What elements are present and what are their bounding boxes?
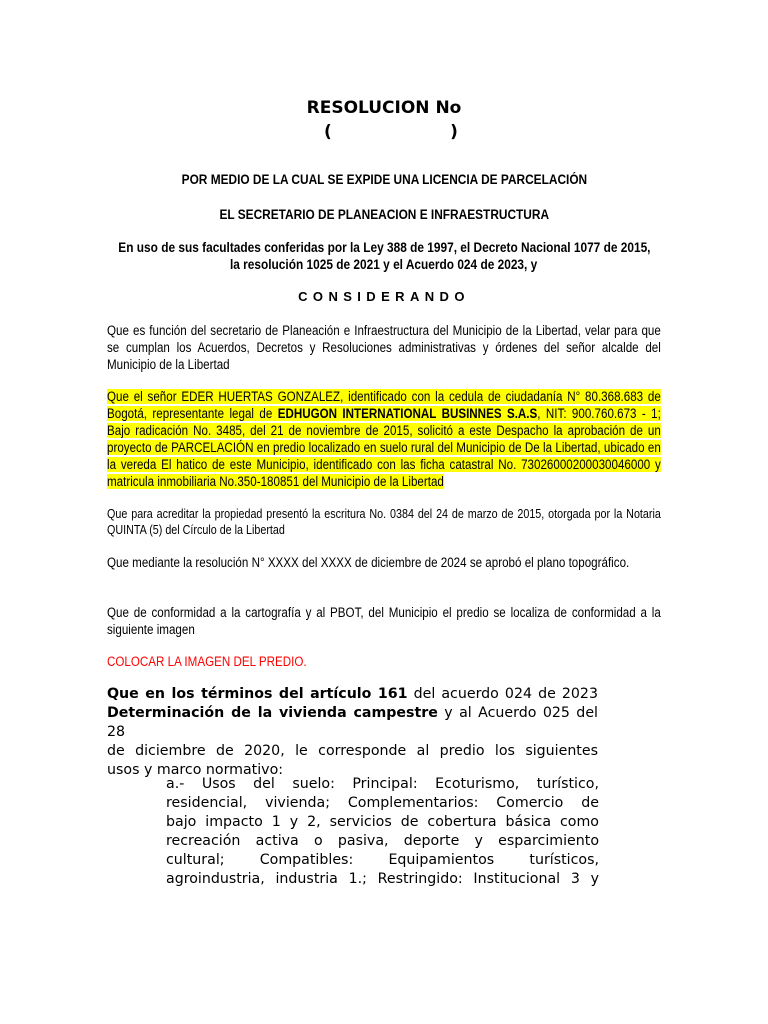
article-line-4: usos y marco normativo: <box>107 762 284 778</box>
usos-line-2: residencial, vivienda; Complementarios: Comercio de <box>166 795 599 811</box>
article-title: Determinación de la vivienda campestre <box>107 705 438 721</box>
applicant-text-b: , NIT: 900.760.673 - 1; Bajo radicación No. 3485, del 21 de noviembre de 2015, solicitó a este Despacho la aprobación de un proyecto de PARCELACIÓN en predio localizado en suelo rural del Municipio de De la Libertad, ubicado en la vereda El hatico de este Municipio, identificado con las ficha catastral No. 73026000200030046000 y matricula inmobiliaria No.350-180851 del Municipio de la Libertad <box>107 406 661 489</box>
resolution-number-placeholder: ( ) <box>324 122 458 142</box>
land-use-item-a <box>166 775 599 889</box>
considerando-heading: CONSIDERANDO <box>298 289 470 304</box>
applicant-text-a: Que el señor EDER HUERTAS GONZALEZ, identificado con la cedula de ciudadanía N° 80.368.683 de Bogotá, representante legal de <box>107 389 661 421</box>
paragraph-function: Que es función del secretario de Planeación e Infraestructura del Municipio de la Libertad, velar para que se cumplan los Acuerdos, Decretos y Resoluciones administrativas y órdenes del señor alcalde del Municipio de la Libertad <box>107 323 661 372</box>
paragraph-applicant <box>107 388 661 490</box>
faculties-line-2 <box>0 256 768 273</box>
article-line-1 <box>107 685 598 704</box>
usos-line-4: recreación activa o pasiva, deporte y esparcimiento <box>166 833 599 849</box>
article-line-1-rest: del acuerdo 024 de 2023 <box>407 686 598 702</box>
subject-text: POR MEDIO DE LA CUAL SE EXPIDE UNA LICENCIA DE PARCELACIÓN <box>181 172 587 187</box>
paragraph-topographic-plan: Que mediante la resolución N° XXXX del XXXX de diciembre de 2024 se aprobó el plano topográfico. <box>107 555 630 570</box>
usos-line-1: a.- Usos del suelo: Principal: Ecoturismo, turístico, <box>166 776 599 792</box>
faculties-text-2: la resolución 1025 de 2021 y el Acuerdo 024 de 2023, y <box>230 257 538 272</box>
resolution-subject <box>0 171 768 188</box>
company-name: EDHUGON INTERNATIONAL BUSINNES S.A.S <box>277 406 538 421</box>
faculties-text-1: En uso de sus facultades conferidas por la Ley 388 de 1997, el Decreto Nacional 1077 de 2015, <box>117 240 651 255</box>
article-line-2-rest: y al Acuerdo 025 del 28 <box>107 705 598 740</box>
article-ref: Que en los términos del artículo 161 <box>107 686 408 702</box>
paragraph-cartography: Que de conformidad a la cartografía y al PBOT, del Municipio el predio se localiza de conformidad a la siguiente imagen <box>107 605 661 637</box>
usos-line-6: agroindustria, industria 1.; Restringido: Institucional 3 y <box>166 871 599 887</box>
article-line-3: de diciembre de 2020, le corresponde al predio los siguientes <box>107 743 598 759</box>
faculties-line-1 <box>0 239 768 256</box>
issuer-heading <box>0 206 768 223</box>
usos-line-3: bajo impacto 1 y 2, servicios de cobertura básica como <box>166 814 599 830</box>
article-line-2 <box>107 704 598 742</box>
instruction-insert-image: COLOCAR LA IMAGEN DEL PREDIO. <box>107 654 307 669</box>
usos-line-5: cultural; Compatibles: Equipamientos turísticos, <box>166 852 599 868</box>
paragraph-deed: Que para acreditar la propiedad presentó la escritura No. 0384 del 24 de marzo de 2015, otorgada por la Notaria QUINTA (5) del Círculo de la Libertad <box>107 507 661 537</box>
resolution-title: RESOLUCION No <box>306 98 462 118</box>
article-161-paragraph <box>107 685 598 780</box>
issuer-text: EL SECRETARIO DE PLANEACION E INFRAESTRUCTURA <box>219 207 549 222</box>
